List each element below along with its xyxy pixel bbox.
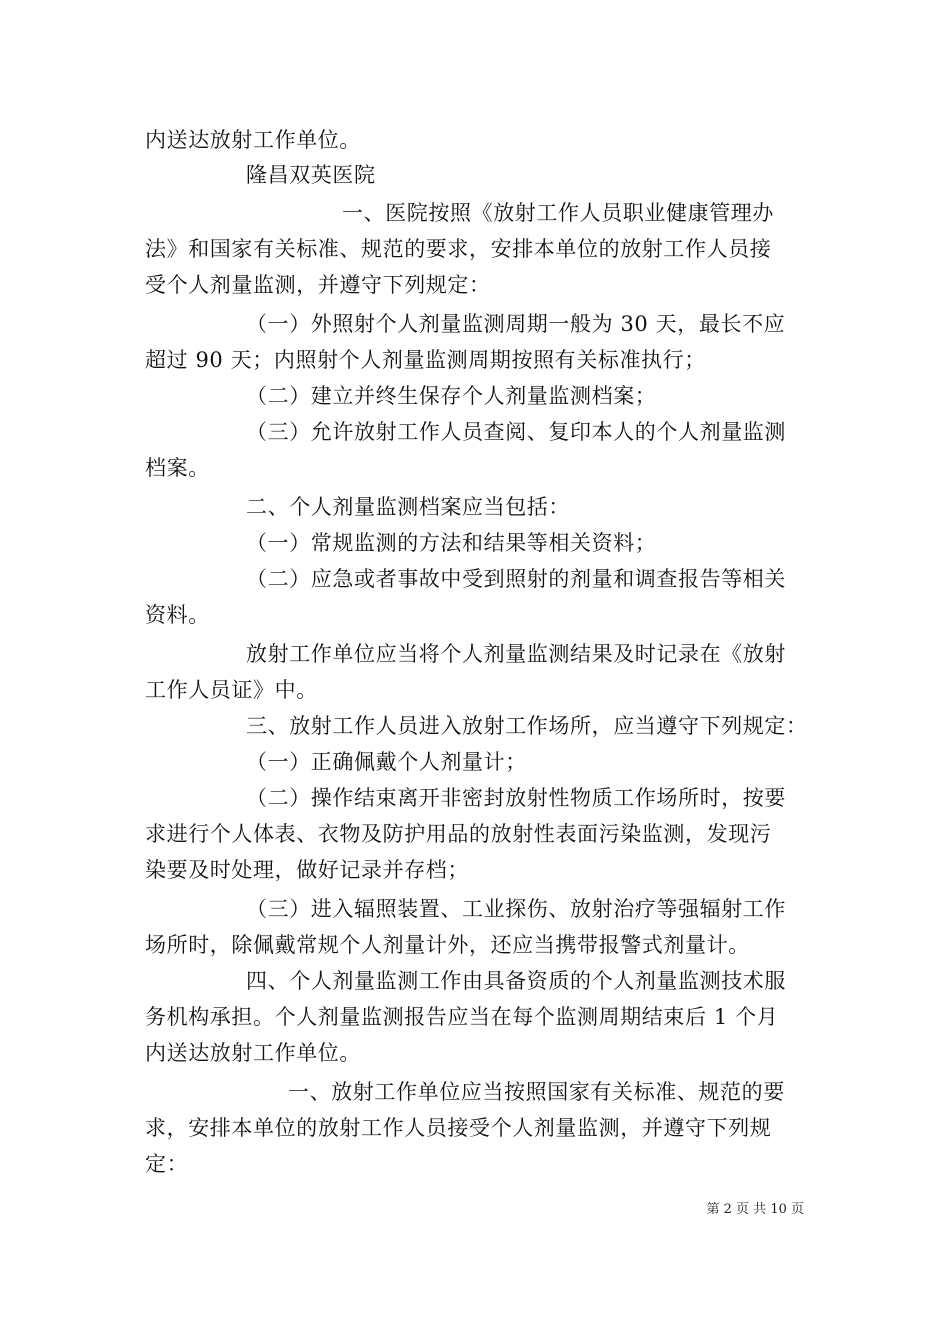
text-line: 染要及时处理，做好记录并存档； [145,858,469,882]
text-line: 内送达放射工作单位。 [145,1041,361,1065]
text-line: （二）操作结束离开非密封放射性物质工作场所时，按要 [246,786,786,810]
text-line: （一）常规监测的方法和结果等相关资料； [246,531,657,555]
text-line: 超过 90 天；内照射个人剂量监测周期按照有关标准执行； [145,348,706,372]
text-line: （三）进入辐照装置、工业探伤、放射治疗等强辐射工作 [246,897,786,921]
text-line: （三）允许放射工作人员查阅、复印本人的个人剂量监测 [246,420,786,444]
text-line: 场所时，除佩戴常规个人剂量计外，还应当携带报警式剂量计。 [145,933,750,957]
text-line: 工作人员证》中。 [145,678,318,702]
text-line: 求进行个人体表、衣物及防护用品的放射性表面污染监测，发现污 [145,822,772,846]
text-line: 四、个人剂量监测工作由具备资质的个人剂量监测技术服 [246,969,786,993]
text-line: 法》和国家有关标准、规范的要求，安排本单位的放射工作人员接 [145,237,772,261]
hospital-name: 隆昌双英医院 [246,163,376,187]
text-line: 受个人剂量监测，并遵守下列规定： [145,273,491,297]
text-line: （一）正确佩戴个人剂量计； [246,750,527,774]
text-line: 求，安排本单位的放射工作人员接受个人剂量监测，并遵守下列规 [145,1116,772,1140]
text-line: （二）建立并终生保存个人剂量监测档案； [246,384,657,408]
text-line: 一、医院按照《放射工作人员职业健康管理办 [342,201,774,225]
text-line: 放射工作单位应当将个人剂量监测结果及时记录在《放射 [246,642,786,666]
text-line: 一、放射工作单位应当按照国家有关标准、规范的要 [288,1080,785,1104]
text-line: （一）外照射个人剂量监测周期一般为 30 天，最长不应 [246,312,786,336]
page-number: 第 2 页 共 10 页 [706,1202,804,1217]
text-line: 二、个人剂量监测档案应当包括： [246,495,570,519]
text-line: （二）应急或者事故中受到照射的剂量和调查报告等相关 [246,567,786,591]
text-line: 内送达放射工作单位。 [145,128,361,152]
text-line: 三、放射工作人员进入放射工作场所，应当遵守下列规定： [246,714,808,738]
text-line: 务机构承担。个人剂量监测报告应当在每个监测周期结束后 1 个月 [145,1005,779,1029]
text-line: 档案。 [145,456,210,480]
text-line: 定： [145,1152,189,1176]
text-line: 资料。 [145,603,210,627]
